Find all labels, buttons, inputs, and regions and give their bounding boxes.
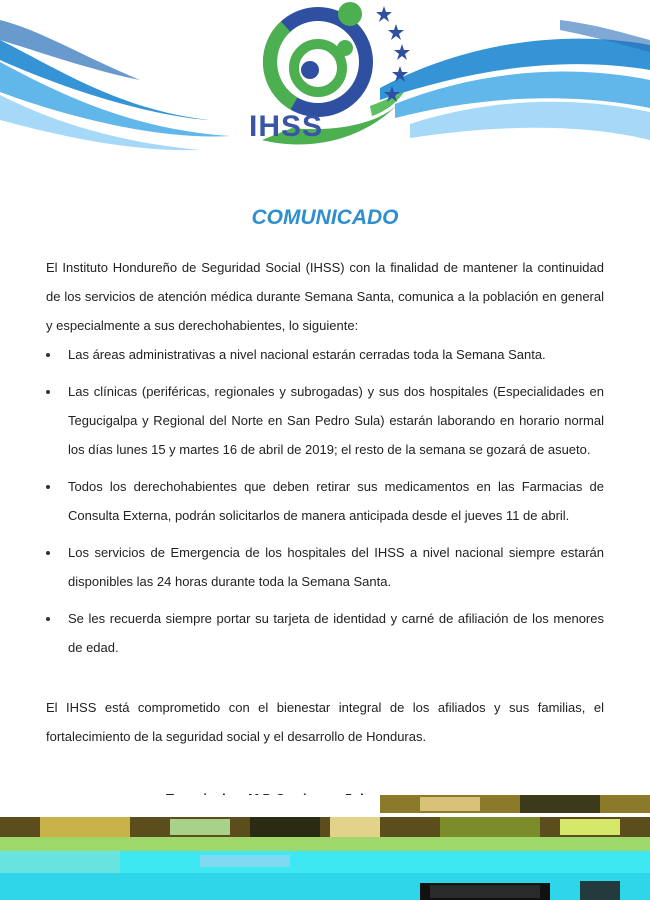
intro-paragraph: El Instituto Hondureño de Seguridad Social (IHSS) con la finalidad de mantener la continuidad de los servicios de atención médica durante Semana Santa, comunica a la población en general y especialmente a sus derechohabientes, lo siguiente: xyxy=(46,260,604,333)
list-item: Las áreas administrativas a nivel nacional estarán cerradas toda la Semana Santa. xyxy=(46,340,604,369)
bullet-icon xyxy=(46,390,50,394)
list-item: Todos los derechohabientes que deben retirar sus medicamentos en las Farmacias de Consulta Externa, podrán solicitarlos de manera anticipada desde el jueves 11 de abril. xyxy=(46,472,604,530)
header-wave-graphic xyxy=(0,0,650,200)
bullet-list xyxy=(46,340,604,662)
document-title: COMUNICADO xyxy=(251,206,399,229)
list-item: Las clínicas (periféricas, regionales y subrogadas) y sus dos hospitales (Especialidades en Tegucigalpa y Regional del Norte en San Pedro Sula) estarán laborando en horario normal los días lunes 15 y martes 16 de abril de 2019; el resto de la semana se gozará de asueto. xyxy=(46,377,604,464)
list-item: Los servicios de Emergencia de los hospitales del IHSS a nivel nacional siempre estarán disponibles las 24 horas durante toda la Semana Santa. xyxy=(46,538,604,596)
logo-wordmark: IHSS xyxy=(248,110,324,143)
image-corruption-artifact xyxy=(0,795,650,900)
bullet-icon xyxy=(46,617,50,621)
list-item: Se les recuerda siempre portar su tarjeta de identidad y carné de afiliación de los menores de edad. xyxy=(46,604,604,662)
closing-paragraph: El IHSS está comprometido con el bienestar integral de los afiliados y sus familias, el fortalecimiento de la seguridad social y el desarrollo de Honduras. xyxy=(46,700,604,744)
bullet-icon xyxy=(46,551,50,555)
bullet-icon xyxy=(46,353,50,357)
bullet-icon xyxy=(46,485,50,489)
